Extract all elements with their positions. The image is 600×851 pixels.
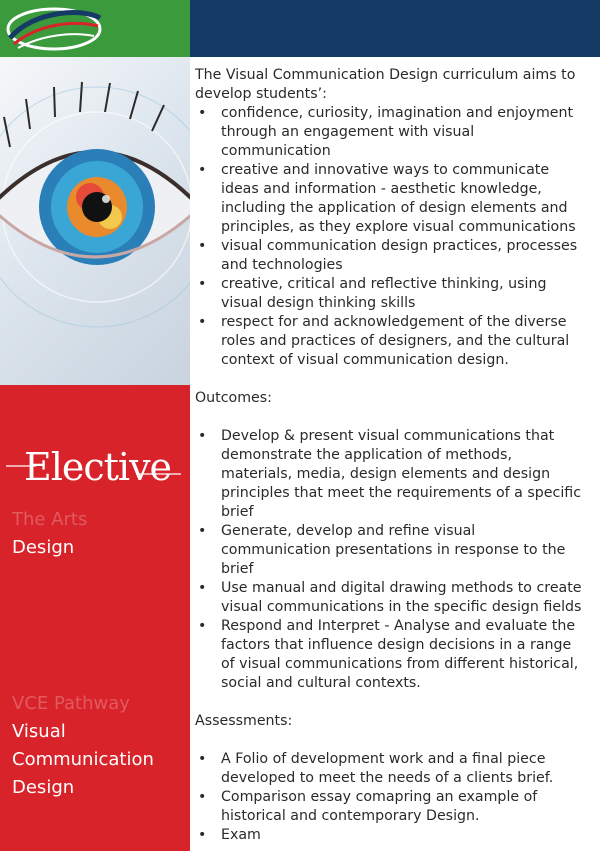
pathway-label: VCE Pathway [12, 693, 130, 714]
pathway-value-line2: Communication [12, 749, 154, 770]
aim-item: • creative and innovative ways to communicate ideas and information - aesthetic knowledge, including the application of design elements and principles, as they explore visual communications [195, 161, 587, 237]
outcome-item: • Develop & present visual communications that demonstrate the application of methods, materials, media, design elements and design principles that meet the requirements of a specific brief [195, 427, 587, 522]
intro-text: The Visual Communication Design curriculum aims to develop students’: [195, 67, 576, 102]
aim-item: • respect for and acknowledgement of the diverse roles and practices of designers, and the cultural context of visual communication design. [195, 313, 587, 370]
assessment-item: • Exam [195, 826, 587, 845]
main-content [195, 66, 587, 845]
assessments-heading: Assessments: [195, 713, 293, 729]
eye-image [0, 57, 190, 385]
outcomes-heading: Outcomes: [195, 390, 272, 406]
outcome-item: • Use manual and digital drawing methods to create visual communications in the specific design fields [195, 579, 587, 617]
elective-title: Elective [24, 445, 172, 489]
area-value: Design [12, 537, 75, 558]
assessment-item: • A Folio of development work and a final piece developed to meet the needs of a clients brief. [195, 750, 587, 788]
assessments-list [195, 750, 587, 845]
aim-item: • confidence, curiosity, imagination and enjoyment through an engagement with visual communication [195, 104, 587, 161]
outcomes-list [195, 427, 587, 693]
aims-list [195, 104, 587, 370]
pathway-value-line1: Visual [12, 721, 66, 742]
header-blue-bar [190, 0, 600, 57]
pathway-value-line3: Design [12, 777, 75, 798]
elective-title-logo [6, 444, 181, 492]
outcome-item: • Respond and Interpret - Analyse and evaluate the factors that influence design decisions in a range of visual communications from different historical, social and cultural contexts. [195, 617, 587, 693]
outcome-item: • Generate, develop and refine visual communication presentations in response to the brief [195, 522, 587, 579]
school-logo [4, 4, 104, 52]
aim-item: • visual communication design practices, processes and technologies [195, 237, 587, 275]
area-label: The Arts [12, 509, 88, 530]
assessment-item: • Comparison essay comapring an example of historical and contemporary Design. [195, 788, 587, 826]
aim-item: • creative, critical and reflective thinking, using visual design thinking skills [195, 275, 587, 313]
